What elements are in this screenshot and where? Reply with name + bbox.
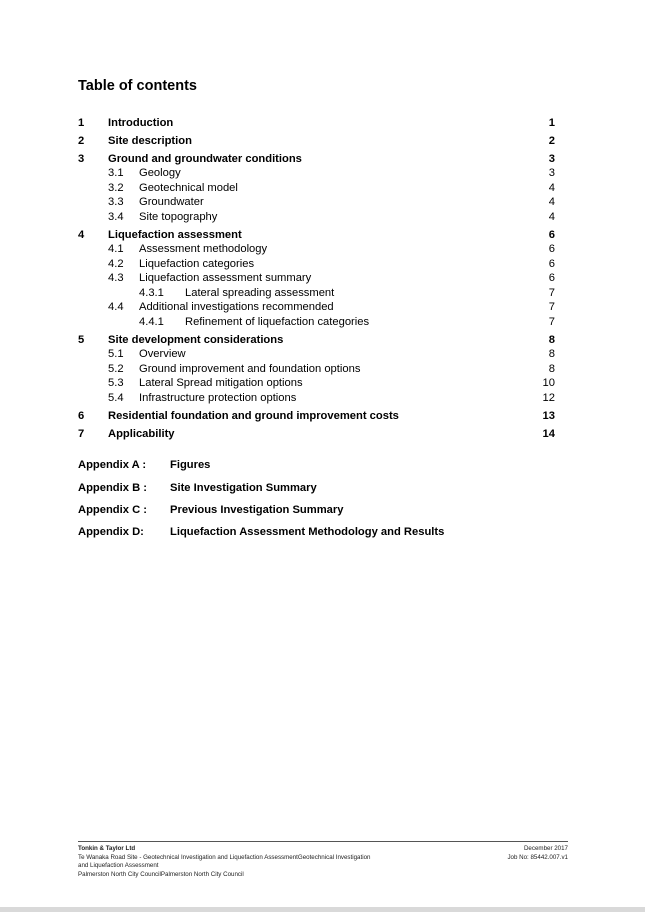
toc-entry [78, 228, 555, 243]
toc-entry-page: 8 [548, 348, 555, 360]
toc-entry [78, 195, 555, 210]
toc-entry-number: 3.3 [108, 196, 124, 208]
toc-entry-number: 4.4.1 [139, 316, 164, 328]
page-bottom-edge [0, 907, 645, 912]
toc-entry-page: 8 [548, 363, 555, 375]
toc-entry [78, 181, 555, 196]
toc-entry-title: Liquefaction assessment summary [139, 272, 312, 284]
appendix-title: Figures [170, 459, 211, 471]
toc-entry-number: 2 [78, 135, 85, 147]
toc-entry-page: 7 [548, 301, 555, 313]
appendix-label: Appendix B : [78, 482, 147, 494]
toc-entry [78, 300, 555, 315]
toc-entry-page: 7 [548, 316, 555, 328]
footer-date: December 2017 [523, 845, 568, 852]
toc-entry-title: Geology [139, 167, 181, 179]
toc-entry-title: Overview [139, 348, 186, 360]
toc-entry-page: 7 [548, 287, 555, 299]
toc-entry-title: Ground and groundwater conditions [108, 153, 302, 165]
toc-entry-number: 5.1 [108, 348, 124, 360]
toc-entry-page: 4 [548, 182, 555, 194]
toc-entry [78, 242, 555, 257]
toc-entry-number: 3.1 [108, 167, 124, 179]
toc-entry-page: 14 [542, 428, 555, 440]
toc-entry [78, 116, 555, 131]
toc-entry-page: 1 [548, 117, 555, 129]
footer-divider [78, 841, 568, 842]
toc-entry-page: 3 [548, 153, 555, 165]
toc-entry-title: Geotechnical model [139, 182, 238, 194]
toc-entry-page: 8 [548, 334, 555, 346]
toc-entry-number: 1 [78, 117, 85, 129]
toc-entry [78, 315, 555, 330]
toc-entry [78, 333, 555, 348]
toc-entry-number: 5.4 [108, 392, 124, 404]
toc-entry-page: 12 [542, 392, 555, 404]
toc-entry-title: Lateral Spread mitigation options [139, 377, 303, 389]
toc-entry [78, 134, 555, 149]
appendix-entry [78, 502, 478, 518]
appendix-entry [78, 524, 478, 540]
toc-entry-title: Residential foundation and ground improvement costs [108, 410, 399, 422]
toc-entry-page: 6 [548, 258, 555, 270]
toc-entry-page: 2 [548, 135, 555, 147]
toc-entry [78, 391, 555, 406]
toc-entry [78, 362, 555, 377]
toc-entry-page: 6 [548, 272, 555, 284]
page-title: Table of contents [78, 78, 197, 94]
toc-entry-title: Applicability [108, 428, 175, 440]
toc-entry-number: 4.3.1 [139, 287, 164, 299]
footer-project-line1: Te Wanaka Road Site - Geotechnical Investigation and Liquefaction AssessmentGeotechnical Investigation [78, 853, 371, 861]
toc-entry-number: 4.1 [108, 243, 124, 255]
appendix-entry [78, 480, 478, 496]
toc-entry-number: 7 [78, 428, 85, 440]
toc-entry-page: 13 [542, 410, 555, 422]
toc-entry [78, 166, 555, 181]
toc-entry-number: 3 [78, 153, 85, 165]
toc-entry [78, 152, 555, 167]
toc-entry-title: Assessment methodology [139, 243, 268, 255]
toc-entry [78, 427, 555, 442]
appendix-entry [78, 457, 478, 473]
footer-right [507, 845, 568, 862]
toc-entry-page: 3 [548, 167, 555, 179]
toc-entry-title: Site development considerations [108, 334, 284, 346]
toc-entry-number: 4.4 [108, 301, 124, 313]
toc-entry-number: 4.2 [108, 258, 124, 270]
toc-entry-title: Infrastructure protection options [139, 392, 297, 404]
toc-entry [78, 347, 555, 362]
toc-entry-title: Groundwater [139, 196, 204, 208]
toc-entry [78, 271, 555, 286]
toc-entry-title: Site topography [139, 211, 218, 223]
appendix-title: Previous Investigation Summary [170, 504, 344, 516]
toc-entry [78, 376, 555, 391]
footer-project-line2: and Liquefaction Assessment [78, 862, 159, 870]
toc-entry-title: Lateral spreading assessment [185, 287, 335, 299]
footer-job-number: Job No: 85442.007.v1 [507, 853, 568, 861]
toc-entry-number: 6 [78, 410, 85, 422]
toc-entry-number: 5.3 [108, 377, 124, 389]
appendix-title: Liquefaction Assessment Methodology and Results [170, 526, 445, 538]
toc-entry-number: 5 [78, 334, 85, 346]
toc-entry-title: Additional investigations recommended [139, 301, 334, 313]
toc-entry-number: 3.4 [108, 211, 124, 223]
appendix-label: Appendix D: [78, 526, 144, 538]
toc-entry-number: 4.3 [108, 272, 124, 284]
toc-entry-page: 6 [548, 229, 555, 241]
toc-entry-page: 6 [548, 243, 555, 255]
toc-entry-page: 4 [548, 211, 555, 223]
toc-entry [78, 210, 555, 225]
footer-company: Tonkin & Taylor Ltd [78, 845, 136, 852]
footer-client: Palmerston North City CouncilPalmerston North City Council [78, 870, 244, 878]
toc-entry [78, 286, 555, 301]
toc-entry-number: 4 [78, 229, 85, 241]
toc-entry-title: Introduction [108, 117, 174, 129]
toc-entry-title: Liquefaction categories [139, 258, 255, 270]
toc-entry [78, 257, 555, 272]
toc-entry-number: 5.2 [108, 363, 124, 375]
appendix-label: Appendix C : [78, 504, 147, 516]
appendix-title: Site Investigation Summary [170, 482, 317, 494]
toc-entry-page: 10 [542, 377, 555, 389]
toc-entry [78, 409, 555, 424]
toc-entry-number: 3.2 [108, 182, 124, 194]
toc-entry-page: 4 [548, 196, 555, 208]
appendix-label: Appendix A : [78, 459, 147, 471]
toc-entry-title: Site description [108, 135, 192, 147]
toc-entry-title: Ground improvement and foundation options [139, 363, 361, 375]
toc-entry-title: Liquefaction assessment [108, 229, 242, 241]
footer-left [78, 845, 370, 879]
toc-entry-title: Refinement of liquefaction categories [185, 316, 370, 328]
